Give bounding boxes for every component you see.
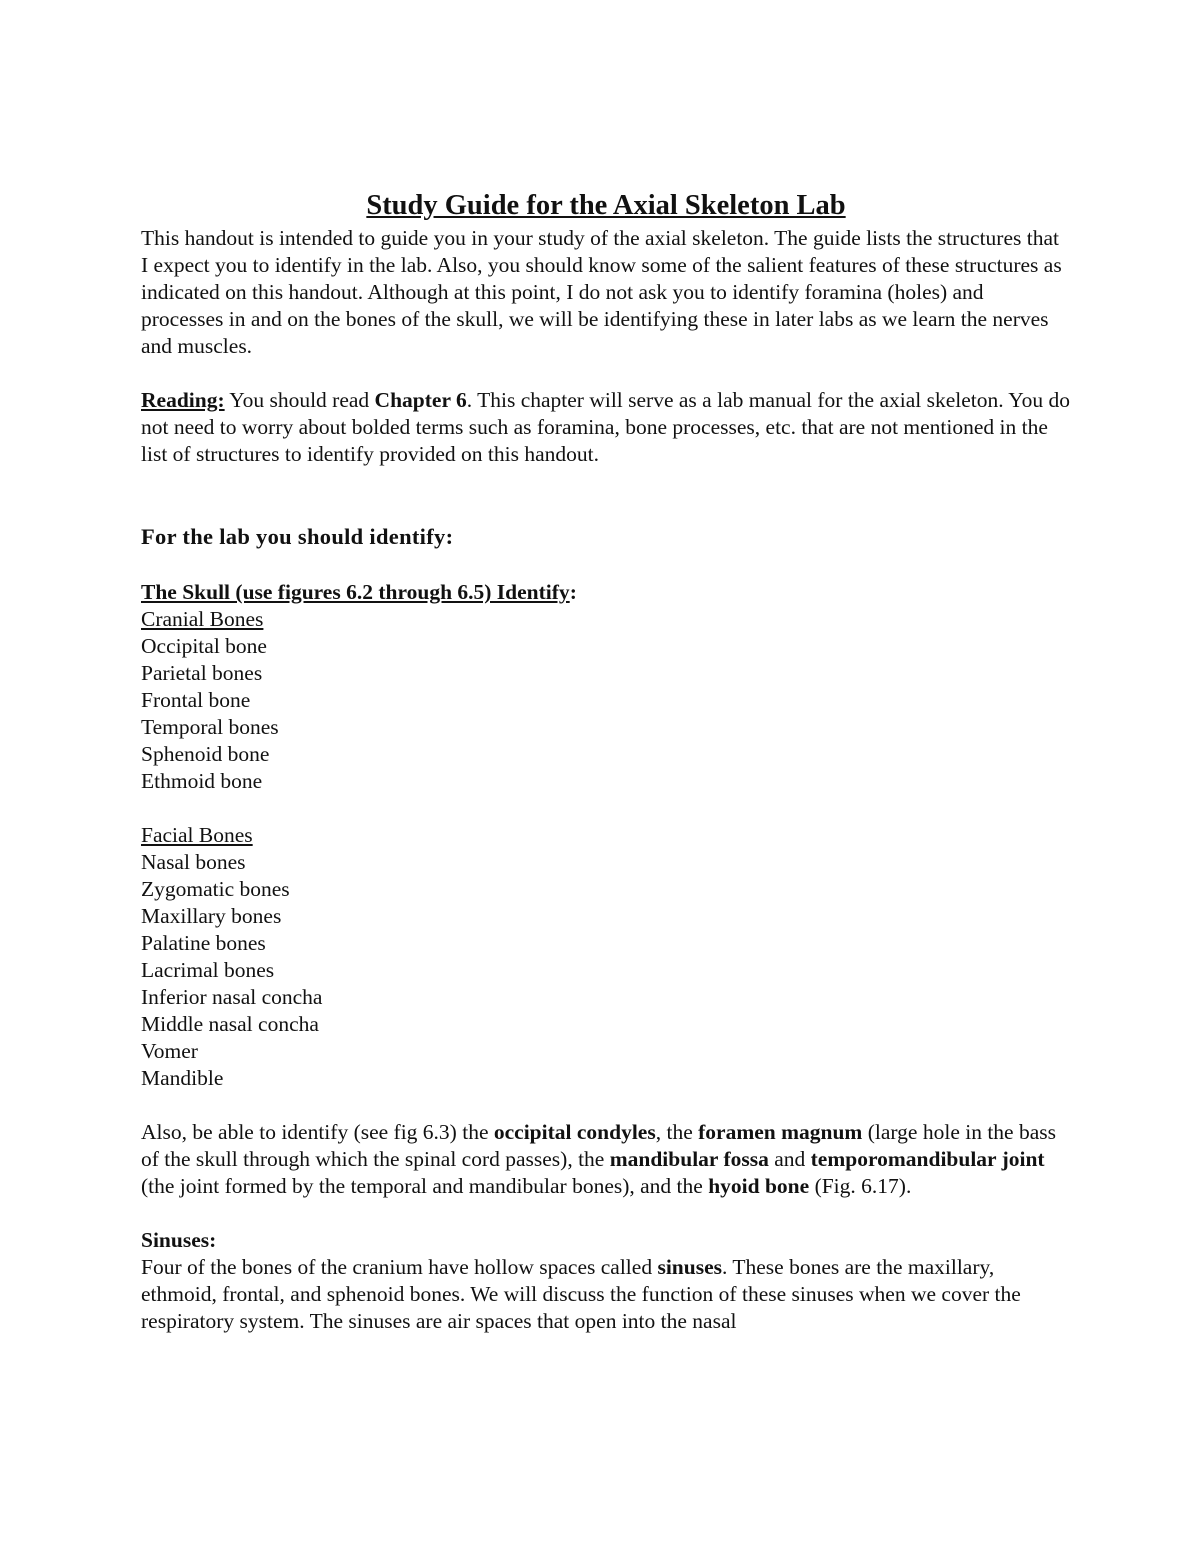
list-item: Occipital bone	[141, 634, 267, 658]
list-item: Nasal bones	[141, 850, 246, 874]
sinuses-text: . These bones are the maxillary, ethmoid, frontal, and sphenoid bones. We will discuss the function of these sinuses when we cover the respiratory system. The sinuses are air spaces that open into the nasal	[141, 1255, 1021, 1333]
also-text: (large hole in the bass of the skull through which the spinal cord passes), the	[141, 1120, 1057, 1171]
sinuses-paragraph	[141, 1254, 1071, 1335]
reading-text-2: . This chapter will serve as a lab manual for the axial skeleton. You do not need to worry about bolded terms such as foramina, bone processes, etc. that are not mentioned in the list of structures to identify provided on this handout.	[141, 388, 1070, 466]
also-paragraph	[141, 1119, 1071, 1200]
sinuses-heading: Sinuses:	[141, 1228, 217, 1252]
list-item: Palatine bones	[141, 931, 266, 955]
spacer	[141, 552, 1071, 579]
cranial-bones-list	[141, 633, 1071, 795]
skull-heading	[141, 579, 1071, 606]
list-item: Mandible	[141, 1066, 224, 1090]
list-item: Maxillary bones	[141, 904, 282, 928]
facial-bones-list	[141, 849, 1071, 1092]
spacer	[141, 1200, 1071, 1227]
reading-chapter: Chapter 6	[374, 388, 467, 412]
reading-paragraph	[141, 387, 1071, 468]
also-text: Also, be able to identify (see fig 6.3) the	[141, 1120, 494, 1144]
document-title: Study Guide for the Axial Skeleton Lab	[366, 190, 846, 221]
spacer	[141, 1092, 1071, 1119]
spacer	[141, 795, 1071, 822]
list-item: Middle nasal concha	[141, 1012, 319, 1036]
intro-paragraph: This handout is intended to guide you in your study of the axial skeleton. The guide lists the structures that I expect you to identify in the lab. Also, you should know some of the salient features of these structures as indicated on this handout. Although at this point, I do not ask you to identify foramina (holes) and processes in and on the bones of the skull, we will be identifying these in later labs as we learn the nerves and muscles.	[141, 226, 1062, 358]
reading-text-1: You should read	[224, 388, 375, 412]
also-text: (Fig. 6.17).	[809, 1174, 912, 1198]
term-temporomandibular-joint: temporomandibular joint	[810, 1147, 1045, 1171]
term-foramen-magnum: foramen magnum	[698, 1120, 863, 1144]
document-page	[141, 188, 1071, 1335]
list-item: Temporal bones	[141, 715, 279, 739]
term-mandibular-fossa: mandibular fossa	[609, 1147, 769, 1171]
term-hyoid-bone: hyoid bone	[708, 1174, 810, 1198]
skull-heading-colon: :	[569, 580, 577, 604]
lab-heading: For the lab you should identify:	[141, 524, 454, 549]
list-item: Inferior nasal concha	[141, 985, 323, 1009]
also-text: (the joint formed by the temporal and mandibular bones), and the	[141, 1174, 709, 1198]
also-text: , the	[655, 1120, 699, 1144]
list-item: Sphenoid bone	[141, 742, 270, 766]
also-text: and	[768, 1147, 811, 1171]
reading-label: Reading:	[141, 388, 225, 412]
list-item: Parietal bones	[141, 661, 263, 685]
list-item: Vomer	[141, 1039, 198, 1063]
facial-bones-heading: Facial Bones	[141, 823, 253, 847]
list-item: Frontal bone	[141, 688, 251, 712]
term-occipital-condyles: occipital condyles	[493, 1120, 656, 1144]
sinuses-text: Four of the bones of the cranium have hollow spaces called	[141, 1255, 658, 1279]
skull-heading-text: The Skull (use figures 6.2 through 6.5) Identify	[141, 580, 570, 604]
list-item: Zygomatic bones	[141, 877, 290, 901]
list-item: Ethmoid bone	[141, 769, 263, 793]
list-item: Lacrimal bones	[141, 958, 275, 982]
spacer	[141, 360, 1071, 387]
term-sinuses: sinuses	[657, 1255, 722, 1279]
cranial-bones-heading: Cranial Bones	[141, 607, 264, 631]
spacer	[141, 468, 1071, 522]
